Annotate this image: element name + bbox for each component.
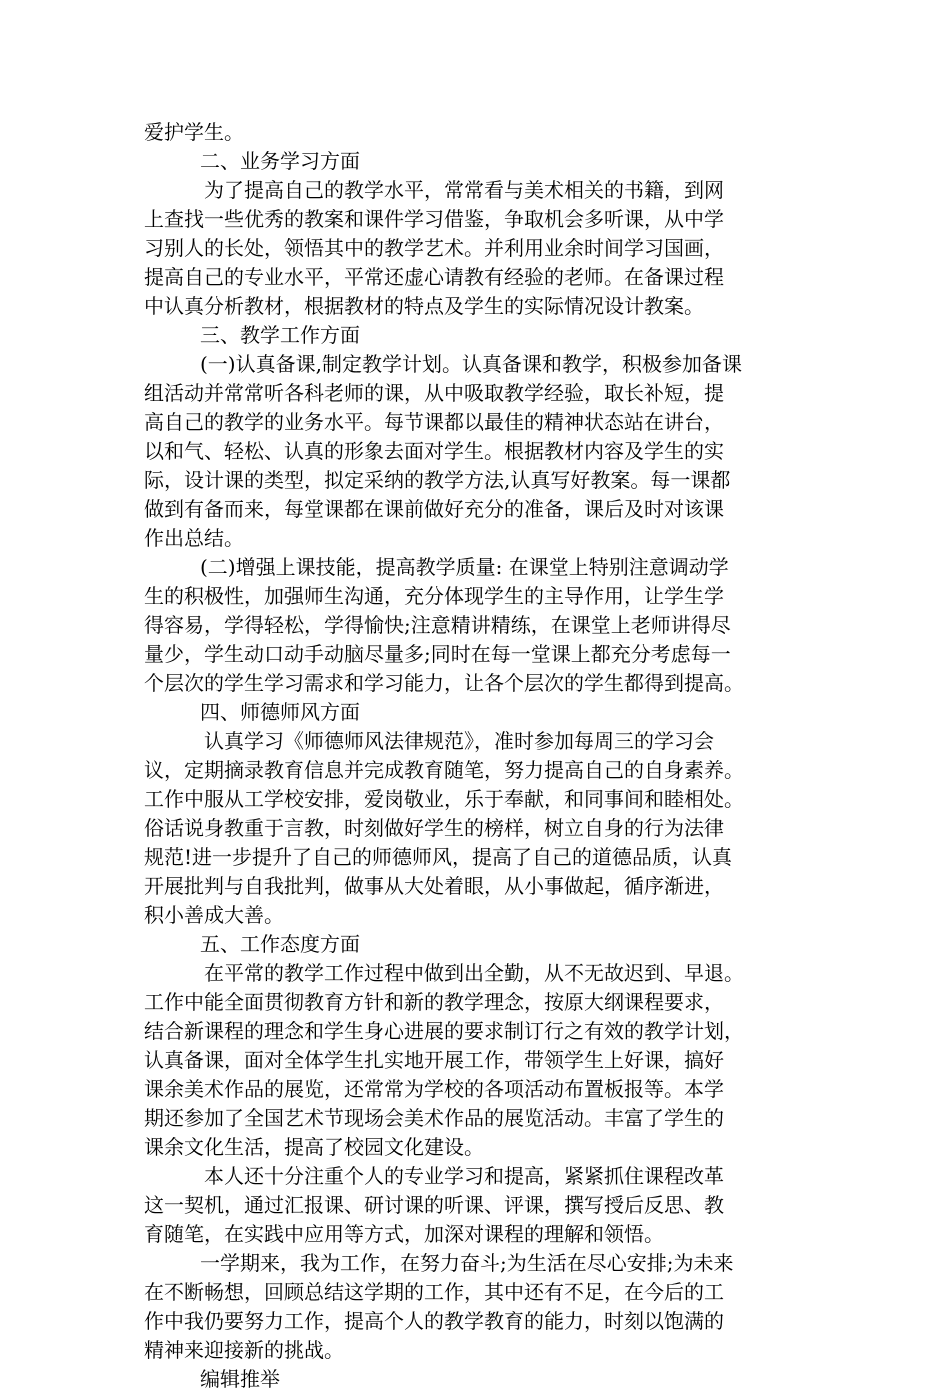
text-line: 以和气、轻松、认真的形象去面对学生。根据教材内容及学生的实	[144, 439, 724, 463]
text-line: 一学期来，我为工作，在努力奋斗;为生活在尽心安排;为未来	[200, 1251, 734, 1275]
text-line: (二)增强上课技能，提高教学质量: 在课堂上特别注意调动学	[200, 555, 729, 579]
text-line: 这一契机，通过汇报课、研讨课的听课、评课，撰写授后反思、教	[144, 1193, 724, 1217]
text-line: 议，定期摘录教育信息并完成教育随笔，努力提高自己的自身素养。	[144, 758, 744, 782]
text-line: 习别人的长处，领悟其中的教学艺术。并利用业余时间学习国画，	[144, 236, 724, 260]
text-line: 工作中能全面贯彻教育方针和新的教学理念，按原大纲课程要求，	[144, 990, 724, 1014]
text-line: 精神来迎接新的挑战。	[144, 1338, 344, 1362]
text-line: 组活动并常常听各科老师的课，从中吸取教学经验，取长补短，提	[144, 381, 724, 405]
text-line: 个层次的学生学习需求和学习能力，让各个层次的学生都得到提高。	[144, 671, 744, 695]
text-line: 际，设计课的类型，拟定采纳的教学方法,认真写好教案。每一课都	[144, 468, 731, 492]
document-body	[144, 118, 816, 1394]
text-line: 规范!进一步提升了自己的师德师风，提高了自己的道德品质，认真	[144, 845, 733, 869]
text-line: 中认真分析教材，根据教材的特点及学生的实际情况设计教案。	[144, 294, 704, 318]
text-line: 开展批判与自我批判，做事从大处着眼，从小事做起，循序渐进，	[144, 874, 724, 898]
text-line: 编辑推举	[200, 1367, 280, 1391]
text-line: 作出总结。	[144, 526, 244, 550]
text-line: 在不断畅想，回顾总结这学期的工作，其中还有不足，在今后的工	[144, 1280, 724, 1304]
text-line: 提高自己的专业水平，平常还虚心请教有经验的老师。在备课过程	[144, 265, 724, 289]
text-line: 工作中服从工学校安排，爱岗敬业，乐于奉献，和同事间和睦相处。	[144, 787, 744, 811]
text-line: 期还参加了全国艺术节现场会美术作品的展览活动。丰富了学生的	[144, 1106, 724, 1130]
text-line: 课余文化生活，提高了校园文化建设。	[144, 1135, 484, 1159]
text-line: (一)认真备课,制定教学计划。认真备课和教学，积极参加备课	[200, 352, 742, 376]
text-line: 为了提高自己的教学水平，常常看与美术相关的书籍，到网	[204, 178, 724, 202]
text-line: 量少，学生动口动手动脑尽量多;同时在每一堂课上都充分考虑每一	[144, 642, 731, 666]
text-line: 三、教学工作方面	[200, 323, 360, 347]
text-line: 本人还十分注重个人的专业学习和提高，紧紧抓住课程改革	[204, 1164, 724, 1188]
text-line: 作中我仍要努力工作，提高个人的教学教育的能力，时刻以饱满的	[144, 1309, 724, 1333]
text-line: 四、师德师风方面	[200, 700, 360, 724]
text-line: 二、业务学习方面	[200, 149, 360, 173]
text-line: 积小善成大善。	[144, 903, 284, 927]
text-line: 俗话说身教重于言教，时刻做好学生的榜样，树立自身的行为法律	[144, 816, 724, 840]
text-line: 得容易，学得轻松，学得愉快;注意精讲精练，在课堂上老师讲得尽	[144, 613, 731, 637]
text-line: 结合新课程的理念和学生身心进展的要求制订行之有效的教学计划，	[144, 1019, 744, 1043]
text-line: 认真备课，面对全体学生扎实地开展工作，带领学生上好课，搞好	[144, 1048, 724, 1072]
text-line: 做到有备而来，每堂课都在课前做好充分的准备，课后及时对该课	[144, 497, 724, 521]
text-line: 生的积极性，加强师生沟通，充分体现学生的主导作用，让学生学	[144, 584, 724, 608]
text-line: 课余美术作品的展览，还常常为学校的各项活动布置板报等。本学	[144, 1077, 724, 1101]
text-line: 五、工作态度方面	[200, 932, 360, 956]
text-line: 育随笔，在实践中应用等方式，加深对课程的理解和领悟。	[144, 1222, 664, 1246]
text-line: 上查找一些优秀的教案和课件学习借鉴，争取机会多听课，从中学	[144, 207, 724, 231]
text-line: 爱护学生。	[144, 120, 244, 144]
text-line: 认真学习《师德师风法律规范》，准时参加每周三的学习会	[204, 729, 714, 753]
text-line: 在平常的教学工作过程中做到出全勤，从不无故迟到、早退。	[204, 961, 744, 985]
text-line: 高自己的教学的业务水平。每节课都以最佳的精神状态站在讲台，	[144, 410, 724, 434]
